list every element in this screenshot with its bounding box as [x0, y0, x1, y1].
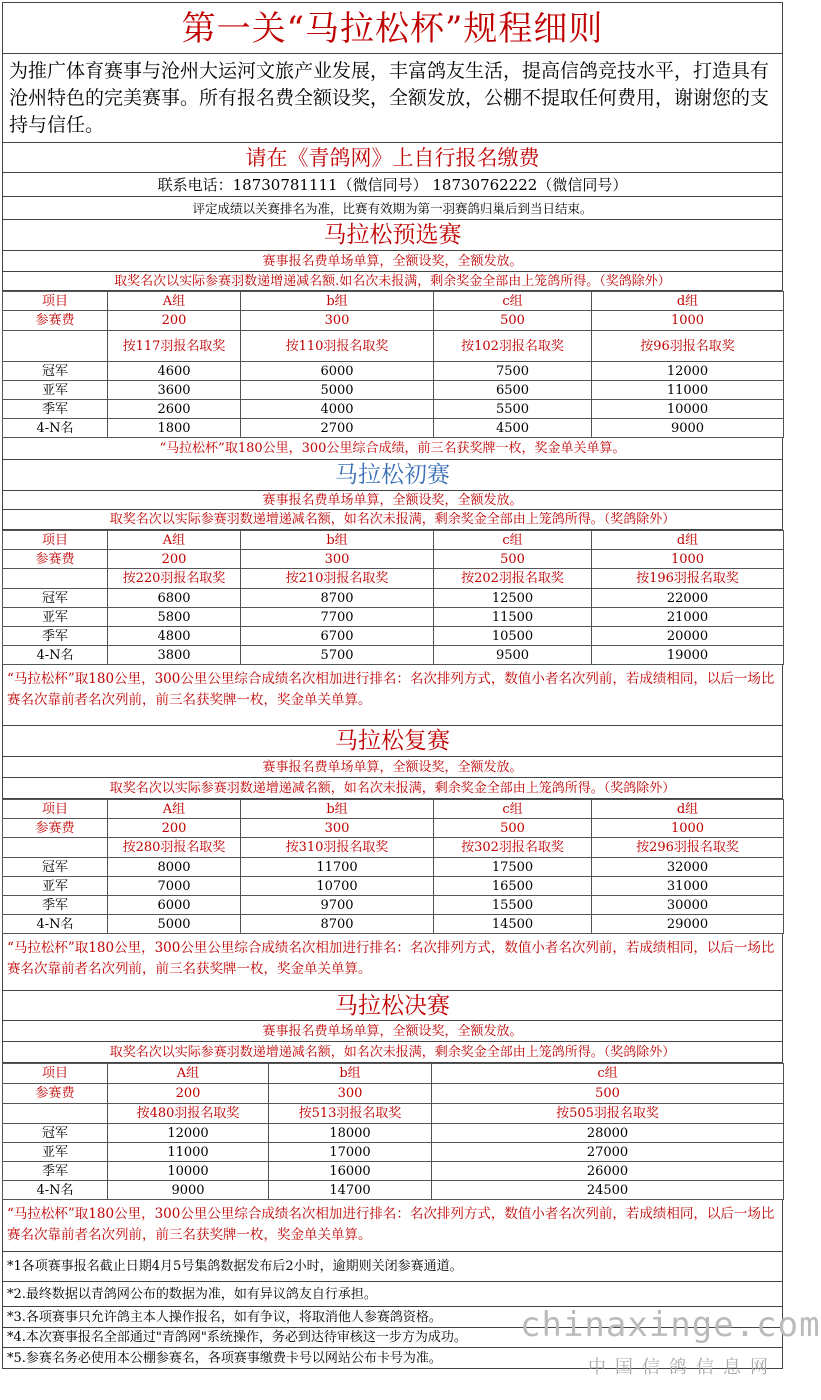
table-row [3, 1084, 784, 1104]
table-cell: 按296羽报名取奖 [592, 838, 784, 858]
table-cell: 200 [108, 311, 241, 331]
table-row [3, 331, 784, 362]
table-cell: 28000 [432, 1124, 784, 1143]
table-cell: 按280羽报名取奖 [108, 838, 241, 858]
ranking-note: 评定成绩以关赛排名为准，比赛有效期为第一羽赛鸽归巢后到当日结束。 [2, 197, 783, 220]
table-cell: 5800 [108, 608, 241, 627]
table-cell: 4-N名 [3, 419, 108, 438]
table-cell: 200 [108, 819, 241, 838]
prize-table-final [2, 1063, 784, 1200]
table-cell: 6800 [108, 589, 241, 608]
rule-note: *4.本次赛事报名全部通过"青鸽网"系统操作，务必到达待审核这一步方为成功。 [2, 1328, 783, 1348]
table-row [3, 819, 784, 838]
race-footnote: “马拉松杯”取180公里，300公里公里综合成绩名次相加进行排名：名次排列方式，数值小者名次列前，若成绩相同，以后一场比赛名次靠前者名次列前，前三名获奖牌一枚，奖金单关单算。 [2, 665, 783, 726]
table-cell: A组 [108, 800, 241, 819]
table-cell: c组 [434, 531, 592, 550]
table-cell: A组 [108, 1064, 269, 1084]
table-cell: 10000 [592, 400, 784, 419]
registration-banner: 请在《青鸽网》上自行报名缴费 [2, 143, 783, 173]
table-cell: 7700 [241, 608, 434, 627]
table-cell: 8000 [108, 858, 241, 877]
table-cell: 3800 [108, 646, 241, 665]
table-row [3, 896, 784, 915]
table-cell: 按102羽报名取奖 [434, 331, 592, 362]
watermark-name: 中国信鸽信息网 [588, 1357, 777, 1378]
table-cell: 30000 [592, 896, 784, 915]
race-fee-rule: 赛事报名费单场单算，全额设奖，全额发放。 [2, 757, 783, 778]
race-title-preselection: 马拉松预选赛 [2, 220, 783, 251]
table-row [3, 531, 784, 550]
table-row [3, 1064, 784, 1084]
table-cell: 300 [241, 311, 434, 331]
rules-page [2, 2, 783, 1369]
table-cell: 4800 [108, 627, 241, 646]
table-cell: 500 [434, 550, 592, 569]
race-prize-rule: 取奖名次以实际参赛羽数递增递减名额.如名次未报满，剩余奖金全部由上笼鸽所得。（奖鸽除外） [2, 272, 783, 291]
table-row [3, 589, 784, 608]
table-cell: 按480羽报名取奖 [108, 1104, 269, 1124]
table-cell: 16000 [269, 1162, 432, 1181]
table-cell: 1000 [592, 819, 784, 838]
table-cell: 参赛费 [3, 311, 108, 331]
table-cell: 19000 [592, 646, 784, 665]
table-cell: 17000 [269, 1143, 432, 1162]
table-cell: 6000 [108, 896, 241, 915]
table-cell: b组 [241, 531, 434, 550]
table-cell: 4-N名 [3, 915, 108, 934]
table-cell: 项目 [3, 1064, 108, 1084]
prize-table-semifinal [2, 799, 784, 934]
table-cell: 14700 [269, 1181, 432, 1200]
table-cell: 按310羽报名取奖 [241, 838, 434, 858]
table-row [3, 569, 784, 589]
table-cell: 季军 [3, 896, 108, 915]
table-cell: d组 [592, 292, 784, 311]
table-cell: b组 [241, 292, 434, 311]
table-cell: 11000 [108, 1143, 269, 1162]
table-cell: 参赛费 [3, 550, 108, 569]
table-cell: 9000 [592, 419, 784, 438]
table-row [3, 292, 784, 311]
table-cell: 4-N名 [3, 1181, 108, 1200]
table-cell: 300 [241, 550, 434, 569]
table-cell: 31000 [592, 877, 784, 896]
table-cell: 季军 [3, 1162, 108, 1181]
table-cell [3, 1104, 108, 1124]
race-fee-rule: 赛事报名费单场单算，全额设奖，全额发放。 [2, 491, 783, 510]
table-cell: 亚军 [3, 381, 108, 400]
table-row [3, 1104, 784, 1124]
table-row [3, 915, 784, 934]
table-cell: 17500 [434, 858, 592, 877]
table-cell: 4600 [108, 362, 241, 381]
table-cell: d组 [592, 531, 784, 550]
table-cell: 5500 [434, 400, 592, 419]
table-row [3, 646, 784, 665]
table-cell: 7500 [434, 362, 592, 381]
table-cell: 300 [241, 819, 434, 838]
table-cell: c组 [434, 292, 592, 311]
table-cell: 3600 [108, 381, 241, 400]
table-cell: 21000 [592, 608, 784, 627]
race-title-preliminary: 马拉松初赛 [2, 460, 783, 491]
prize-table-preliminary [2, 530, 784, 665]
race-prize-rule: 取奖名次以实际参赛羽数递增递减名额，如名次未报满，剩余奖金全部由上笼鸽所得。（奖鸽除外） [2, 1042, 783, 1063]
table-cell: 冠军 [3, 362, 108, 381]
table-cell: 项目 [3, 800, 108, 819]
race-footnote: “马拉松杯”取180公里，300公里公里综合成绩名次相加进行排名：名次排列方式，数值小者名次列前，若成绩相同，以后一场比赛名次靠前者名次列前，前三名获奖牌一枚，奖金单关单算。 [2, 1200, 783, 1252]
table-cell: 季军 [3, 627, 108, 646]
table-cell: 6500 [434, 381, 592, 400]
table-cell: 亚军 [3, 877, 108, 896]
race-title-final: 马拉松决赛 [2, 991, 783, 1021]
table-cell: 8700 [241, 589, 434, 608]
table-row [3, 381, 784, 400]
race-fee-rule: 赛事报名费单场单算，全额设奖，全额发放。 [2, 251, 783, 272]
intro-paragraph: 为推广体育赛事与沧州大运河文旅产业发展，丰富鸽友生活，提高信鸽竞技水平，打造具有沧州特色的完美赛事。所有报名费全额设奖，全额发放，公棚不提取任何费用，谢谢您的支持与信任。 [2, 54, 783, 143]
table-cell: 项目 [3, 531, 108, 550]
table-cell: 4500 [434, 419, 592, 438]
table-cell: 按302羽报名取奖 [434, 838, 592, 858]
table-cell: 200 [108, 1084, 269, 1104]
table-cell: b组 [241, 800, 434, 819]
table-cell: 9700 [241, 896, 434, 915]
rule-note: *2.最终数据以青鸽网公布的数据为准，如有异议鸽友自行承担。 [2, 1282, 783, 1307]
table-cell [3, 838, 108, 858]
table-cell: 11000 [592, 381, 784, 400]
table-cell: 5700 [241, 646, 434, 665]
rule-note: *3.各项赛事只允许鸽主本人操作报名，如有争议，将取消他人参赛鸽资格。 [2, 1307, 783, 1328]
table-cell: 12000 [592, 362, 784, 381]
table-cell: 20000 [592, 627, 784, 646]
table-cell: 15500 [434, 896, 592, 915]
table-cell: 参赛费 [3, 819, 108, 838]
contact-phones: 联系电话：18730781111（微信同号） 18730762222（微信同号） [2, 173, 783, 197]
table-cell: 1800 [108, 419, 241, 438]
table-row [3, 1143, 784, 1162]
table-cell: 10000 [108, 1162, 269, 1181]
table-row [3, 311, 784, 331]
table-row [3, 1181, 784, 1200]
table-cell: 亚军 [3, 1143, 108, 1162]
table-cell: 6000 [241, 362, 434, 381]
table-cell: d组 [592, 800, 784, 819]
table-row [3, 550, 784, 569]
table-cell: 11700 [241, 858, 434, 877]
table-cell: 按117羽报名取奖 [108, 331, 241, 362]
table-row [3, 838, 784, 858]
table-cell: 500 [432, 1084, 784, 1104]
table-cell: 22000 [592, 589, 784, 608]
table-cell: 26000 [432, 1162, 784, 1181]
table-cell [3, 331, 108, 362]
table-row [3, 362, 784, 381]
table-cell: 按110羽报名取奖 [241, 331, 434, 362]
table-cell: 29000 [592, 915, 784, 934]
table-cell: 4000 [241, 400, 434, 419]
race-prize-rule: 取奖名次以实际参赛羽数递增递减名额，如名次未报满，剩余奖金全部由上笼鸽所得。（奖鸽除外） [2, 510, 783, 530]
table-cell: 12000 [108, 1124, 269, 1143]
table-cell: 2700 [241, 419, 434, 438]
table-cell: 参赛费 [3, 1084, 108, 1104]
table-cell: 按196羽报名取奖 [592, 569, 784, 589]
table-cell: 亚军 [3, 608, 108, 627]
table-cell: 按96羽报名取奖 [592, 331, 784, 362]
table-cell: 9500 [434, 646, 592, 665]
table-cell: 冠军 [3, 589, 108, 608]
table-cell: 5000 [108, 915, 241, 934]
table-cell: 27000 [432, 1143, 784, 1162]
table-cell: 1000 [592, 550, 784, 569]
table-row [3, 608, 784, 627]
table-row [3, 1162, 784, 1181]
table-cell: 10700 [241, 877, 434, 896]
page-title: 第一关“马拉松杯”规程细则 [2, 2, 783, 54]
table-row [3, 858, 784, 877]
table-cell: 5000 [241, 381, 434, 400]
table-row [3, 400, 784, 419]
race-prize-rule: 取奖名次以实际参赛羽数递增递减名额，如名次未报满，剩余奖金全部由上笼鸽所得。（奖鸽除外） [2, 778, 783, 799]
table-cell: 200 [108, 550, 241, 569]
table-cell: 12500 [434, 589, 592, 608]
table-cell: 6700 [241, 627, 434, 646]
table-row [3, 1124, 784, 1143]
table-row [3, 627, 784, 646]
table-cell: 按220羽报名取奖 [108, 569, 241, 589]
table-cell: 按202羽报名取奖 [434, 569, 592, 589]
table-cell: A组 [108, 292, 241, 311]
table-cell: 32000 [592, 858, 784, 877]
table-cell: b组 [269, 1064, 432, 1084]
table-cell: 14500 [434, 915, 592, 934]
table-cell: 冠军 [3, 858, 108, 877]
table-cell: 项目 [3, 292, 108, 311]
table-row [3, 877, 784, 896]
table-cell: 16500 [434, 877, 592, 896]
race-fee-rule: 赛事报名费单场单算，全额设奖，全额发放。 [2, 1021, 783, 1042]
table-cell: 18000 [269, 1124, 432, 1143]
table-cell: 10500 [434, 627, 592, 646]
table-cell: 500 [434, 819, 592, 838]
table-row [3, 419, 784, 438]
table-cell: 9000 [108, 1181, 269, 1200]
table-cell: 按505羽报名取奖 [432, 1104, 784, 1124]
table-cell: 7000 [108, 877, 241, 896]
race-title-semifinal: 马拉松复赛 [2, 726, 783, 757]
table-cell: 300 [269, 1084, 432, 1104]
table-row [3, 800, 784, 819]
race-footnote: “马拉松杯”取180公里，300公里综合成绩，前三名获奖牌一枚，奖金单关单算。 [2, 438, 783, 460]
rule-note: *5.参赛名务必使用本公棚参赛名，各项赛事缴费卡号以网站公布卡号为准。 [2, 1348, 783, 1369]
table-cell: 2600 [108, 400, 241, 419]
table-cell: 24500 [432, 1181, 784, 1200]
table-cell: 季军 [3, 400, 108, 419]
table-cell: 按210羽报名取奖 [241, 569, 434, 589]
race-footnote: “马拉松杯”取180公里，300公里公里综合成绩名次相加进行排名：名次排列方式，数值小者名次列前，若成绩相同，以后一场比赛名次靠前者名次列前，前三名获奖牌一枚，奖金单关单算。 [2, 934, 783, 991]
table-cell: 按513羽报名取奖 [269, 1104, 432, 1124]
table-cell: c组 [434, 800, 592, 819]
table-cell: c组 [432, 1064, 784, 1084]
prize-table-preselection [2, 291, 784, 438]
table-cell: 500 [434, 311, 592, 331]
table-cell: A组 [108, 531, 241, 550]
table-cell: 冠军 [3, 1124, 108, 1143]
table-cell: 8700 [241, 915, 434, 934]
table-cell: 1000 [592, 311, 784, 331]
table-cell [3, 569, 108, 589]
table-cell: 11500 [434, 608, 592, 627]
rule-note: *1各项赛事报名截止日期4月5号集鸽数据发布后2小时，逾期则关闭参赛通道。 [2, 1252, 783, 1282]
watermark-site: chinaxinge.com [520, 1305, 821, 1345]
table-cell: 4-N名 [3, 646, 108, 665]
